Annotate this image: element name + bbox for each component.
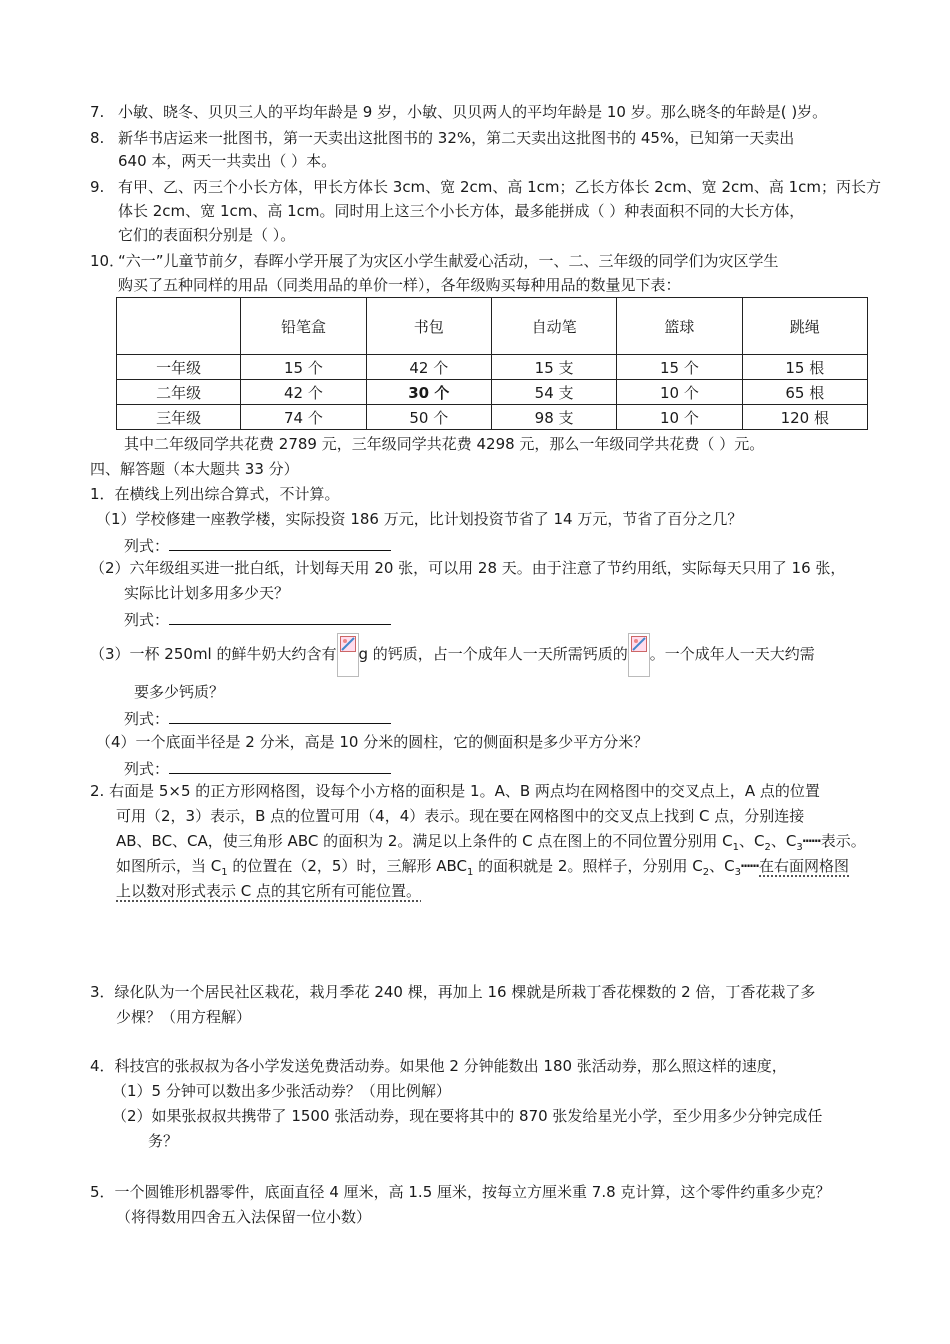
q9-line1: 有甲、乙、丙三个小长方体，甲长方体长 3cm、宽 2cm、高 1cm；乙长方体长 2cm、宽 2cm、高 1cm；丙长方 [118, 178, 882, 196]
s4-line2: （1）5 分钟可以数出多少张活动券？（用比例解） [112, 1082, 451, 1100]
table-cell: 15 根 [742, 355, 867, 380]
s2-line3-text: 、C [770, 832, 797, 850]
q8-line2: 640 本，两天一共卖出（ ）本。 [118, 152, 337, 170]
s3-line1: 3．绿化队为一个居民社区栽花，栽月季花 240 棵，再加上 16 棵就是所栽丁香花棵数的 2 倍，丁香花栽了多 [90, 983, 816, 1001]
formula-label: 列式： [124, 760, 170, 778]
answer-blank [169, 757, 391, 774]
s2-line4-emphasis: 在右面网格图 [759, 857, 850, 875]
table-cell: 42 个 [241, 380, 366, 405]
formula-line [124, 707, 391, 729]
subscript: 1 [732, 842, 740, 853]
subscript: 2 [764, 842, 771, 853]
q10-line1: “六一”儿童节前夕，春晖小学开展了为灾区小学生献爱心活动，一、二、三年级的同学们为灾区学生 [118, 252, 779, 270]
subscript: 3 [734, 867, 741, 878]
s5-line1: 5．一个圆锥形机器零件，底面直径 4 厘米，高 1.5 厘米，按每立方厘米重 7.8 克计算，这个零件约重多少克？ [90, 1183, 831, 1201]
s2-line1: 2. 右面是 5×5 的正方形网格图，设每个小方格的面积是 1。A、B 两点均在网格图中的交叉点上，A 点的位置 [90, 782, 820, 800]
q10-line2: 购买了五种同样的用品（同类用品的单价一样），各年级购买每种用品的数量见下表： [118, 276, 681, 294]
s2-line4-text: 如图所示，当 C [116, 857, 222, 875]
table-header-cell: 铅笔盒 [241, 298, 366, 355]
q7-number: 7. [90, 103, 105, 121]
q10-number: 10． [90, 252, 125, 270]
formula-label: 列式： [124, 611, 170, 629]
s2-line4-text: 的位置在（2，5）时，三解形 ABC [227, 857, 468, 875]
formula-label: 列式： [124, 710, 170, 728]
s2-line4-text: ┅┅ [740, 857, 760, 875]
table-header-cell [117, 298, 241, 355]
q7-text: 小敏、晓冬、贝贝三人的平均年龄是 9 岁，小敏、贝贝两人的平均年龄是 10 岁。那么晓冬的年龄是( )岁。 [118, 103, 828, 121]
table-cell: 120 根 [742, 405, 867, 430]
subscript: 2 [702, 867, 710, 878]
broken-image-icon [337, 633, 359, 677]
table-cell: 三年级 [117, 405, 241, 430]
s1-part2-line2: 实际比计划多用多少天？ [124, 584, 290, 602]
answer-blank [169, 608, 391, 625]
s1-part3-text-a: （3）一杯 250ml 的鲜牛奶大约含有 [90, 645, 337, 663]
s4-line4: 务？ [148, 1132, 179, 1150]
table-header-row [117, 298, 868, 355]
purchase-table [116, 297, 868, 430]
s3-line2: 少棵？（用方程解） [116, 1008, 252, 1026]
formula-label: 列式： [124, 537, 170, 555]
s4-line3: （2）如果张叔叔共携带了 1500 张活动券，现在要将其中的 870 张发给星光小学，至少用多少分钟完成任 [112, 1107, 823, 1125]
s2-line4 [116, 856, 849, 883]
s1-part2-line1: （2）六年级组买进一批白纸，计划每天用 20 张，可以用 28 天。由于注意了节约用纸，实际每天只用了 16 张， [90, 559, 846, 577]
table-cell: 30 个 [366, 380, 491, 405]
table-header-cell: 篮球 [617, 298, 742, 355]
question-9 [90, 177, 881, 197]
broken-image-icon [628, 633, 650, 677]
table-row [117, 380, 868, 405]
subscript: 1 [467, 867, 474, 878]
q8-number: 8. [90, 129, 105, 147]
question-8 [90, 128, 794, 148]
table-cell: 98 支 [491, 405, 616, 430]
q8-line1: 新华书店运来一批图书，第一天卖出这批图书的 32%，第二天卖出这批图书的 45%，已知第一天卖出 [118, 129, 795, 147]
q9-line2: 体长 2cm、宽 1cm、高 1cm。同时用上这三个小长方体，最多能拼成（ ）种表面积不同的大长方体， [118, 202, 805, 220]
answer-blank [169, 707, 391, 724]
table-cell: 42 个 [366, 355, 491, 380]
table-cell: 一年级 [117, 355, 241, 380]
s2-line2: 可用（2，3）表示，B 点的位置可用（4，4）表示。现在要在网格图中的交叉点上找到 C 点，分别连接 [116, 807, 805, 825]
question-7 [90, 102, 827, 122]
s2-line3 [116, 831, 866, 858]
subscript: 1 [221, 867, 228, 878]
table-cell: 54 支 [491, 380, 616, 405]
table-cell: 10 个 [617, 405, 742, 430]
s1-intro: 1．在横线上列出综合算式，不计算。 [90, 485, 340, 503]
formula-line [124, 608, 391, 630]
s1-part3-text-b: g 的钙质，占一个成年人一天所需钙质的 [358, 645, 628, 663]
s2-line4-text: 的面积就是 2。照样子，分别用 C [473, 857, 703, 875]
s2-line3-text: ┅┅表示。 [802, 832, 866, 850]
q10-after-table: 其中二年级同学共花费 2789 元，三年级同学共花费 4298 元，那么一年级同学共花费（ ）元。 [124, 435, 765, 453]
s1-part1: （1）学校修建一座教学楼，实际投资 186 万元，比计划投资节省了 14 万元，节省了百分之几？ [96, 510, 743, 528]
q9-line3: 它们的表面积分别是（ ）。 [118, 226, 296, 244]
table-cell: 74 个 [241, 405, 366, 430]
table-cell: 65 根 [742, 380, 867, 405]
formula-line [124, 757, 391, 779]
s1-part3-line2: 要多少钙质？ [134, 683, 225, 701]
table-cell: 10 个 [617, 380, 742, 405]
s1-part3-text-c: 。一个成年人一天大约需 [649, 645, 815, 663]
question-10 [90, 251, 779, 271]
table-cell: 15 支 [491, 355, 616, 380]
table-cell: 15 个 [241, 355, 366, 380]
s2-line3-text: 、C [739, 832, 765, 850]
s1-part3-line1 [90, 632, 815, 677]
s2-line5: 上以数对形式表示 C 点的其它所有可能位置。 [116, 882, 422, 900]
table-header-cell: 跳绳 [742, 298, 867, 355]
s5-line2: （将得数用四舍五入法保留一位小数） [116, 1208, 372, 1226]
s4-line1: 4．科技宫的张叔叔为各小学发送免费活动券。如果他 2 分钟能数出 180 张活动券，那么照这样的速度， [90, 1057, 787, 1075]
q9-number: 9. [90, 178, 105, 196]
section-4-title: 四、解答题（本大题共 33 分） [90, 460, 299, 478]
table-cell: 50 个 [366, 405, 491, 430]
table-row [117, 405, 868, 430]
table-cell: 二年级 [117, 380, 241, 405]
table-cell: 15 个 [617, 355, 742, 380]
s2-line4-text: 、C [709, 857, 735, 875]
answer-blank [169, 534, 391, 551]
s2-line3-text: AB、BC、CA，使三角形 ABC 的面积为 2。满足以上条件的 C 点在图上的不同位置分别用 C [116, 832, 733, 850]
formula-line [124, 534, 391, 556]
table-header-cell: 自动笔 [491, 298, 616, 355]
s1-part4: （4）一个底面半径是 2 分米，高是 10 分米的圆柱，它的侧面积是多少平方分米？ [96, 733, 649, 751]
table-row [117, 355, 868, 380]
table-header-cell: 书包 [366, 298, 491, 355]
subscript: 3 [796, 842, 803, 853]
